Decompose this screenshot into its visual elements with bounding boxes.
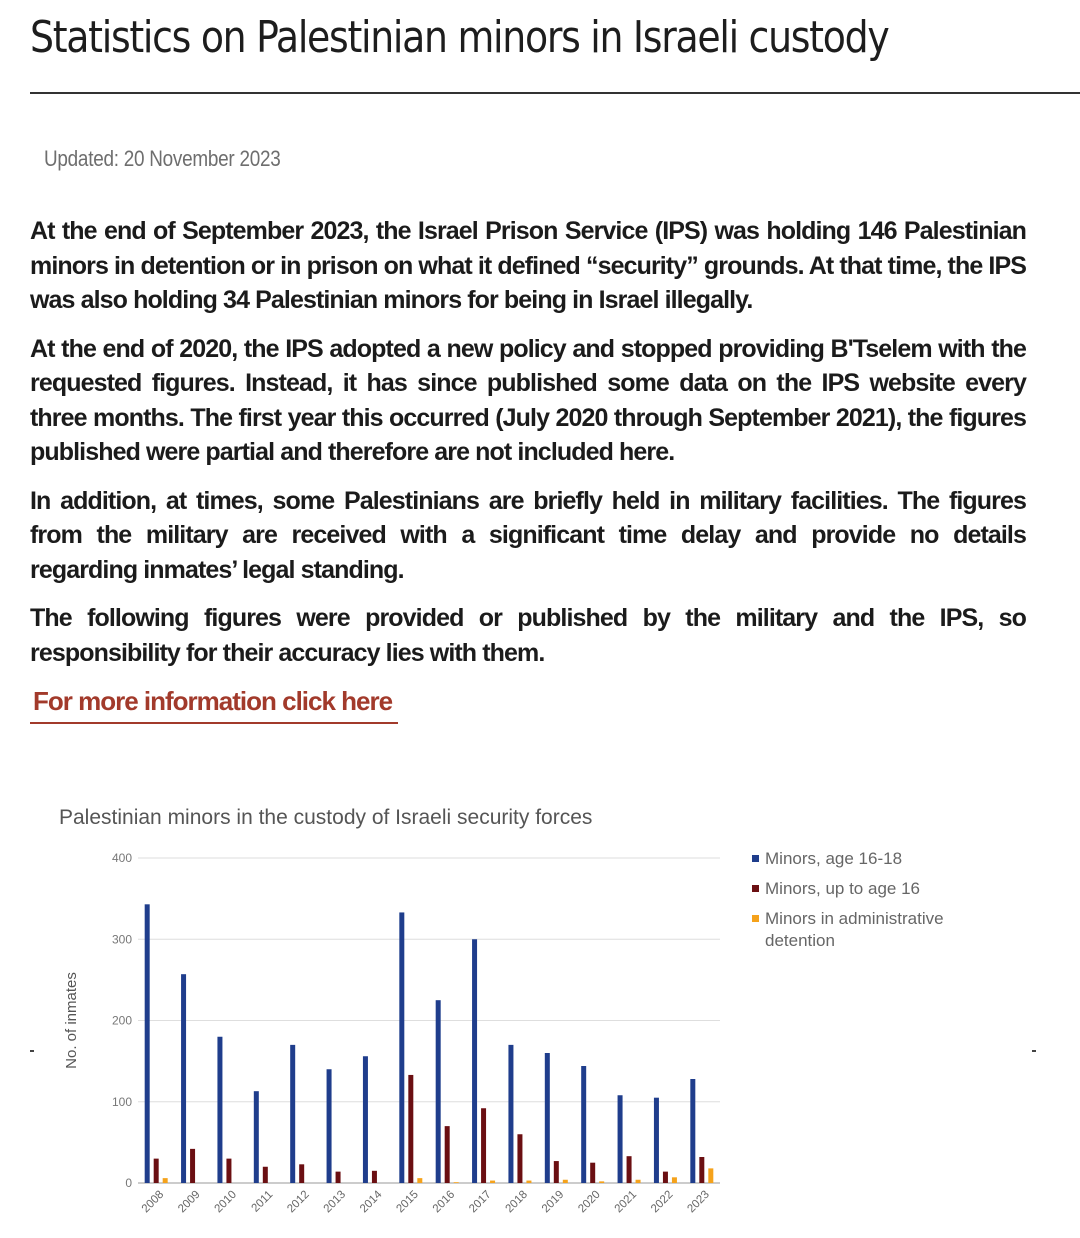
legend-swatch-16-18 [752, 855, 759, 862]
paragraph-3: In addition, at times, some Palestinians are briefly held in military facilities. The figures from the military are received with a significant time delay and provide no details regarding inmates’ legal standing. [30, 486, 1026, 584]
bar [636, 1180, 641, 1183]
legend-item-admin [752, 908, 992, 952]
y-tick-label: 200 [111, 1013, 132, 1028]
bar [590, 1163, 595, 1183]
bar [399, 912, 404, 1183]
x-tick-label: 2009 [176, 1188, 203, 1216]
bar [154, 1159, 159, 1183]
bar [599, 1181, 604, 1183]
bar [581, 1066, 586, 1183]
bar [226, 1159, 231, 1183]
x-tick-label: 2015 [394, 1188, 421, 1216]
updated-date: Updated: 20 November 2023 [44, 146, 281, 171]
x-tick-label: 2017 [467, 1188, 494, 1216]
legend-label-16-18: Minors, age 16-18 [765, 849, 903, 868]
x-tick-label: 2023 [685, 1188, 712, 1216]
bar [554, 1161, 559, 1183]
legend-swatch-admin [752, 915, 759, 922]
bar [299, 1164, 304, 1183]
y-tick-label: 100 [111, 1094, 132, 1109]
x-tick-label: 2016 [430, 1188, 458, 1216]
bar [263, 1167, 268, 1183]
bar [699, 1157, 704, 1183]
bar [408, 1075, 413, 1183]
right-edge-mark [1032, 1050, 1036, 1052]
x-tick-label: 2019 [539, 1188, 567, 1216]
chart-container [0, 790, 1080, 1238]
x-tick-label: 2011 [249, 1188, 276, 1215]
chart-legend [752, 848, 992, 960]
page-title: Statistics on Palestinian minors in Israeli custody [30, 12, 889, 63]
bar [672, 1177, 677, 1183]
bar [445, 1126, 450, 1183]
bar [327, 1069, 332, 1183]
x-tick-label: 2010 [212, 1188, 240, 1216]
bar [217, 1037, 222, 1183]
x-tick-label: 2008 [139, 1188, 167, 1216]
bar [481, 1108, 486, 1183]
y-tick-label: 0 [125, 1176, 132, 1190]
bar [290, 1045, 295, 1183]
bar [254, 1091, 259, 1183]
bar [145, 904, 150, 1183]
x-tick-label: 2013 [321, 1188, 349, 1216]
x-tick-label: 2012 [285, 1188, 312, 1216]
bar [490, 1181, 495, 1183]
legend-item-16-18 [752, 848, 992, 870]
bar [526, 1181, 531, 1183]
bar [563, 1180, 568, 1183]
bar [545, 1053, 550, 1183]
bar [517, 1134, 522, 1183]
bar [363, 1056, 368, 1183]
legend-swatch-under-16 [752, 885, 759, 892]
bar [163, 1178, 168, 1183]
bar [654, 1098, 659, 1183]
bar [336, 1172, 341, 1183]
x-tick-label: 2014 [357, 1188, 385, 1216]
more-information-link[interactable]: For more information click here [30, 684, 398, 724]
x-tick-label: 2018 [503, 1188, 531, 1216]
legend-label-under-16: Minors, up to age 16 [765, 879, 920, 898]
paragraph-1: At the end of September 2023, the Israel Prison Service (IPS) was holding 146 Palestinian minors in detention or in prison on what it defined “security” grounds. At that time, the IPS was also holding 34 Palestinian minors for being in Israel illegally. [30, 217, 1026, 314]
paragraph-2: At the end of 2020, the IPS adopted a new policy and stopped providing B'Tselem with the requested figures. Instead, it has since published some data on the IPS website every three months. The first year this occurred (July 2020 through September 2021), the figures published were partial and therefore are not included here. [30, 334, 1026, 466]
bar [190, 1149, 195, 1183]
y-tick-label: 300 [111, 932, 132, 947]
bar [417, 1178, 422, 1183]
bar [708, 1168, 713, 1183]
bar [508, 1045, 513, 1183]
y-axis-label: No. of inmates [63, 972, 80, 1069]
bar [618, 1095, 623, 1183]
bar [181, 974, 186, 1183]
bar [472, 939, 477, 1183]
x-tick-label: 2020 [576, 1188, 603, 1216]
bar [627, 1156, 632, 1183]
x-tick-label: 2021 [612, 1188, 640, 1216]
article-body [30, 214, 1026, 684]
legend-label-admin: Minors in administrative detention [765, 909, 944, 950]
bar [663, 1172, 668, 1183]
bar [436, 1000, 441, 1183]
bar [372, 1171, 377, 1183]
legend-item-under-16 [752, 878, 992, 900]
bar [454, 1182, 459, 1183]
title-divider [30, 92, 1080, 94]
bar [690, 1079, 695, 1183]
paragraph-4: The following figures were provided or published by the military and the IPS, so responsibility for their accuracy lies with them. [30, 604, 1026, 667]
x-tick-label: 2022 [648, 1188, 676, 1216]
y-tick-label: 400 [111, 851, 132, 865]
chart-title: Palestinian minors in the custody of Israeli security forces [59, 806, 593, 829]
left-edge-mark [30, 1050, 34, 1052]
